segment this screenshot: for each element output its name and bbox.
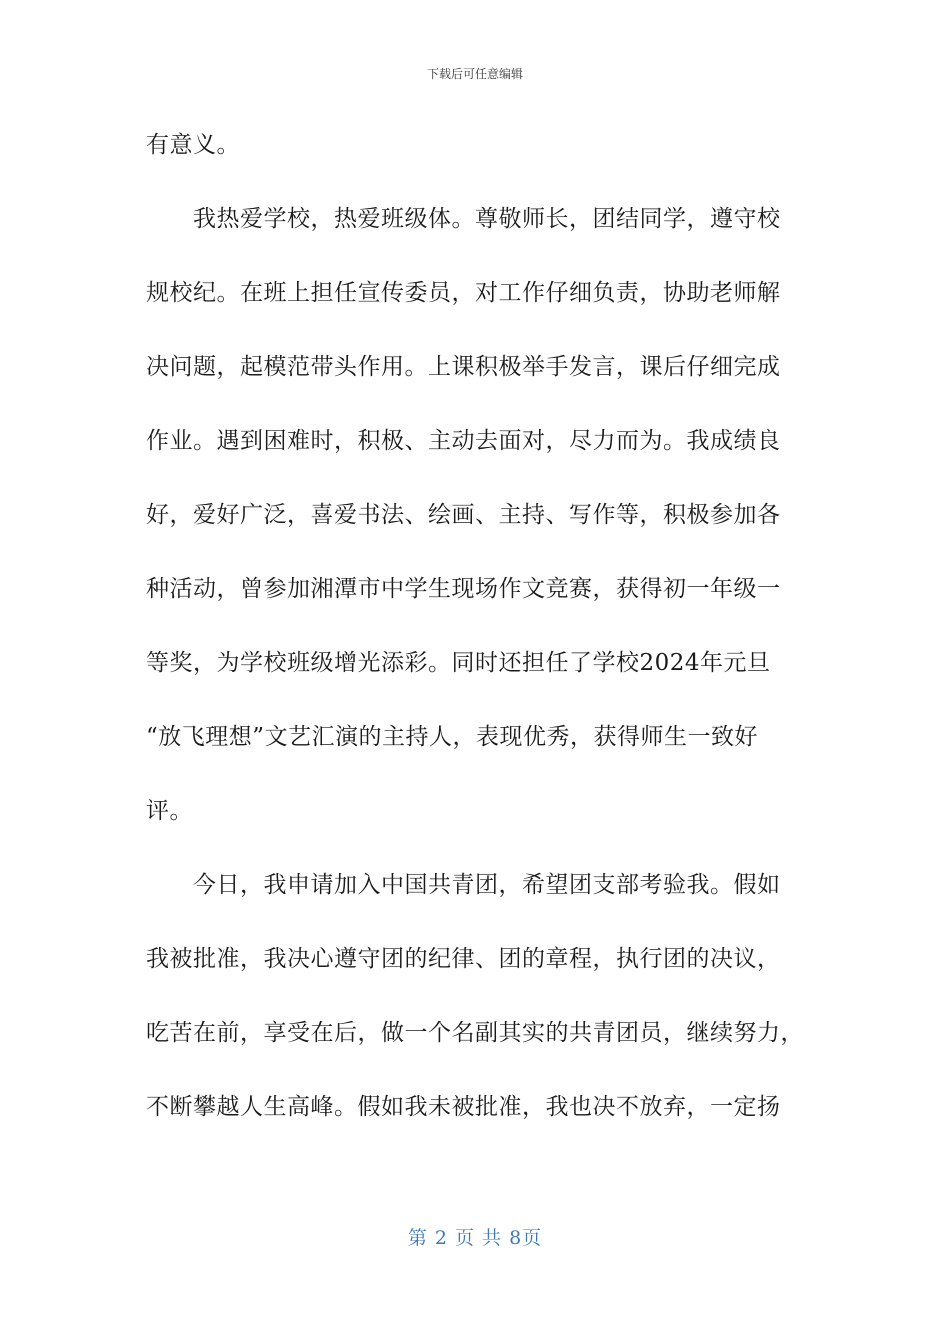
page-number-footer: 第 2 页 共 8页 (407, 1227, 543, 1249)
text-line: 吃苦在前，享受在后，做一个名副其实的共青团员，继续努力， (146, 1020, 804, 1046)
text-line: 种活动，曾参加湘潭市中学生现场作文竞赛，获得初一年级一 (146, 576, 781, 602)
document-body (146, 126, 814, 1162)
text-line: 等奖，为学校班级增光添彩。同时还担任了学校2024年元旦 (146, 650, 771, 676)
text-line: 作业。遇到困难时，积极、主动去面对，尽力而为。我成绩良 (146, 428, 781, 454)
text-line: 不断攀越人生高峰。假如我未被批准，我也决不放弃，一定扬 (146, 1094, 781, 1120)
text-line: “放飞理想”文艺汇演的主持人，表现优秀，获得师生一致好 (146, 724, 759, 750)
text-line: 我被批准，我决心遵守团的纪律、团的章程，执行团的决议， (146, 946, 781, 972)
text-line: 评。 (146, 798, 193, 824)
page-header: 下载后可任意编辑 (426, 67, 523, 81)
text-line: 有意义。 (146, 132, 240, 158)
text-line: 规校纪。在班上担任宣传委员，对工作仔细负责，协助老师解 (146, 280, 781, 306)
text-line: 决问题，起模范带头作用。上课积极举手发言，课后仔细完成 (146, 354, 781, 380)
text-line: 今日，我申请加入中国共青团，希望团支部考验我。假如 (193, 872, 781, 898)
text-line: 我热爱学校，热爱班级体。尊敬师长，团结同学，遵守校 (193, 206, 781, 232)
text-line: 好，爱好广泛，喜爱书法、绘画、主持、写作等，积极参加各 (146, 502, 781, 528)
